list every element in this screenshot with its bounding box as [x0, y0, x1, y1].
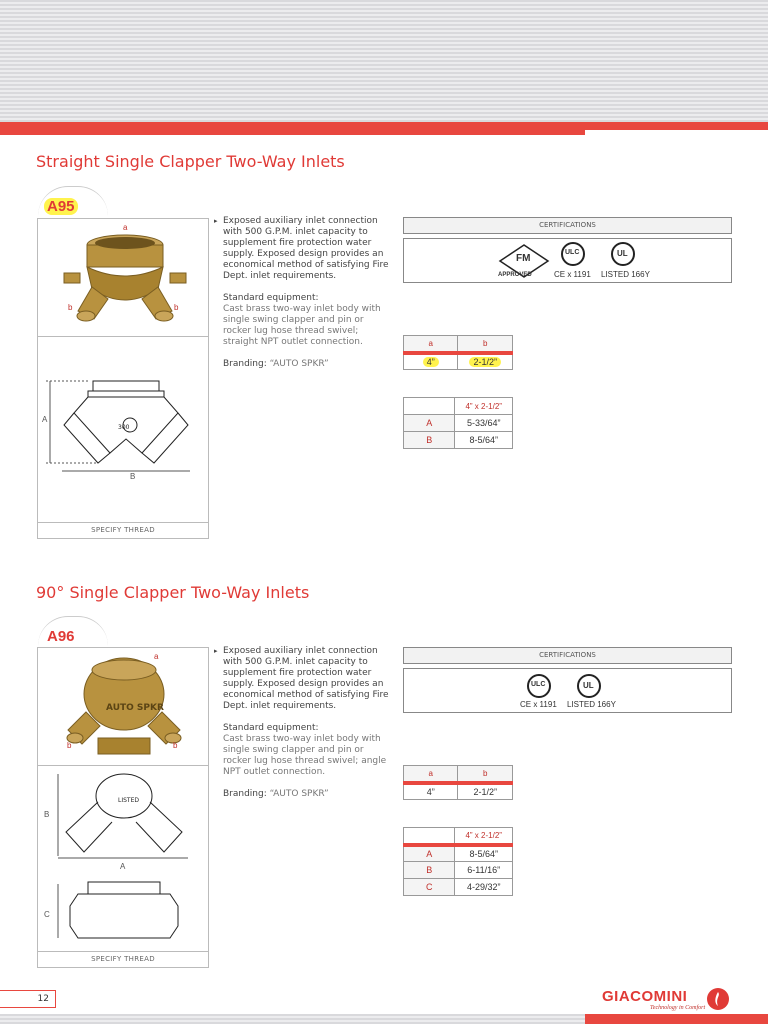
equipment-text: Cast brass two-way inlet body with single swing clapper and pin or rocker lug hose thread swivel; straight NPT outlet connection. — [223, 304, 381, 347]
section-title-a96: 90° Single Clapper Two-Way Inlets — [36, 583, 310, 602]
dimension-label-a: A — [120, 862, 126, 871]
cert-listed-text: LISTED 166Y — [567, 700, 616, 709]
product-image-box-a95 — [37, 218, 209, 539]
bullet-arrow-icon: ▸ — [214, 647, 218, 655]
thread-header-a: a — [404, 766, 458, 783]
dimension-label-b: B — [130, 472, 136, 481]
description-intro: Exposed auxiliary inlet connection with 500 G.P.M. inlet capacity to supplement fire protection water supply. Exposed design provides an economical method of satisfying Fire Dept. inlet requirements. — [223, 216, 389, 281]
specify-thread-label: SPECIFY THREAD — [38, 522, 208, 538]
section-title-a95: Straight Single Clapper Two-Way Inlets — [36, 152, 345, 171]
page-number: 12 — [0, 990, 56, 1008]
dimension-row-label: A — [404, 415, 455, 432]
description-intro: Exposed auxiliary inlet connection with 500 G.P.M. inlet capacity to supplement fire protection water supply. Exposed design provides an economical method of satisfying Fire Dept. inlet requirements. — [223, 646, 389, 711]
svg-text:300: 300 — [118, 424, 130, 431]
photo-label-b-right: b — [173, 741, 178, 750]
dimension-table-corner — [404, 398, 455, 415]
dimension-drawing-a96 — [38, 766, 208, 956]
dimension-row-label: C — [404, 879, 455, 896]
product-code-a96: A96 — [47, 628, 75, 645]
header-red-bar — [0, 122, 768, 130]
image-divider — [38, 336, 208, 337]
certifications-box-a96 — [403, 668, 732, 713]
thread-table-a95 — [403, 335, 513, 370]
svg-text:LISTED: LISTED — [118, 797, 139, 804]
certifications-header: CERTIFICATIONS — [403, 647, 732, 664]
footer-red-bar — [585, 1014, 768, 1024]
thread-table-a96 — [403, 765, 513, 800]
ul-mark-text: UL — [583, 681, 594, 690]
certifications-box-a95 — [403, 238, 732, 283]
dimension-table-header: 4” x 2-1/2” — [455, 398, 513, 415]
product-code-a95: A95 — [44, 198, 78, 215]
dimension-table-header: 4” x 2-1/2” — [455, 828, 513, 845]
certifications-header: CERTIFICATIONS — [403, 217, 732, 234]
description-a96 — [214, 646, 394, 800]
header-stripe-band — [0, 0, 768, 122]
photo-label-a: a — [154, 652, 159, 661]
equipment-label: Standard equipment: — [223, 293, 319, 303]
cert-ce-text: CE x 1191 — [520, 700, 557, 709]
branding-text: “AUTO SPKR” — [269, 789, 329, 799]
photo-label-a: a — [123, 223, 128, 232]
dimension-row-label: A — [404, 845, 455, 862]
thread-value-a: 4” — [404, 783, 458, 800]
thread-header-b: b — [458, 766, 513, 783]
dimension-row-value: 6-11/16” — [455, 862, 513, 879]
thread-header-b: b — [458, 336, 513, 353]
dimension-row-label: B — [404, 432, 455, 449]
dimension-row-value: 8-5/64” — [455, 432, 513, 449]
cert-listed-text: LISTED 166Y — [601, 270, 650, 279]
cert-ce-text: CE x 1191 — [554, 270, 591, 279]
bullet-arrow-icon: ▸ — [214, 217, 218, 225]
dimension-row-value: 5-33/64” — [455, 415, 513, 432]
header-red-bar-notch — [0, 130, 585, 135]
brand-flame-icon — [706, 987, 730, 1011]
photo-label-b-right: b — [174, 303, 179, 312]
valve-photo-a96 — [38, 648, 208, 764]
svg-text:AUTO SPKR: AUTO SPKR — [106, 703, 164, 713]
thread-header-a: a — [404, 336, 458, 353]
brand-logo-text: GIACOMINI — [602, 988, 688, 1005]
equipment-label: Standard equipment: — [223, 723, 319, 733]
product-image-box-a96 — [37, 647, 209, 968]
ulc-mark-text: ULC — [565, 249, 580, 256]
thread-value-a: 4” — [404, 353, 458, 370]
branding-text: “AUTO SPKR” — [269, 359, 329, 369]
thread-value-b: 2-1/2” — [458, 353, 513, 370]
dimension-table-a96 — [403, 827, 513, 896]
branding-label: Branding: — [223, 789, 267, 799]
dimension-row-value: 8-5/64” — [455, 845, 513, 862]
specify-thread-label: SPECIFY THREAD — [38, 951, 208, 967]
photo-label-b-left: b — [68, 303, 73, 312]
description-a95 — [214, 216, 394, 370]
dimension-row-label: B — [404, 862, 455, 879]
fm-mark-text: FM — [516, 253, 531, 264]
dimension-label-b: B — [44, 810, 50, 819]
branding-label: Branding: — [223, 359, 267, 369]
dimension-table-corner — [404, 828, 455, 845]
ulc-mark-text: ULC — [531, 681, 546, 688]
dimension-row-value: 4-29/32” — [455, 879, 513, 896]
dimension-label-a: A — [42, 415, 48, 424]
ul-mark-text: UL — [617, 249, 628, 258]
valve-photo-a95 — [38, 219, 208, 335]
fm-approved-text: APPROVED — [498, 272, 532, 278]
brand-tagline: Technology in Comfort — [650, 1005, 706, 1011]
thread-value-b: 2-1/2” — [458, 783, 513, 800]
dimension-label-c: C — [44, 910, 50, 919]
dimension-drawing-a95 — [38, 369, 208, 519]
photo-label-b-left: b — [67, 741, 72, 750]
equipment-text: Cast brass two-way inlet body with single swing clapper and pin or rocker lug hose thread swivel; angle NPT outlet connection. — [223, 734, 387, 777]
dimension-table-a95 — [403, 397, 513, 449]
